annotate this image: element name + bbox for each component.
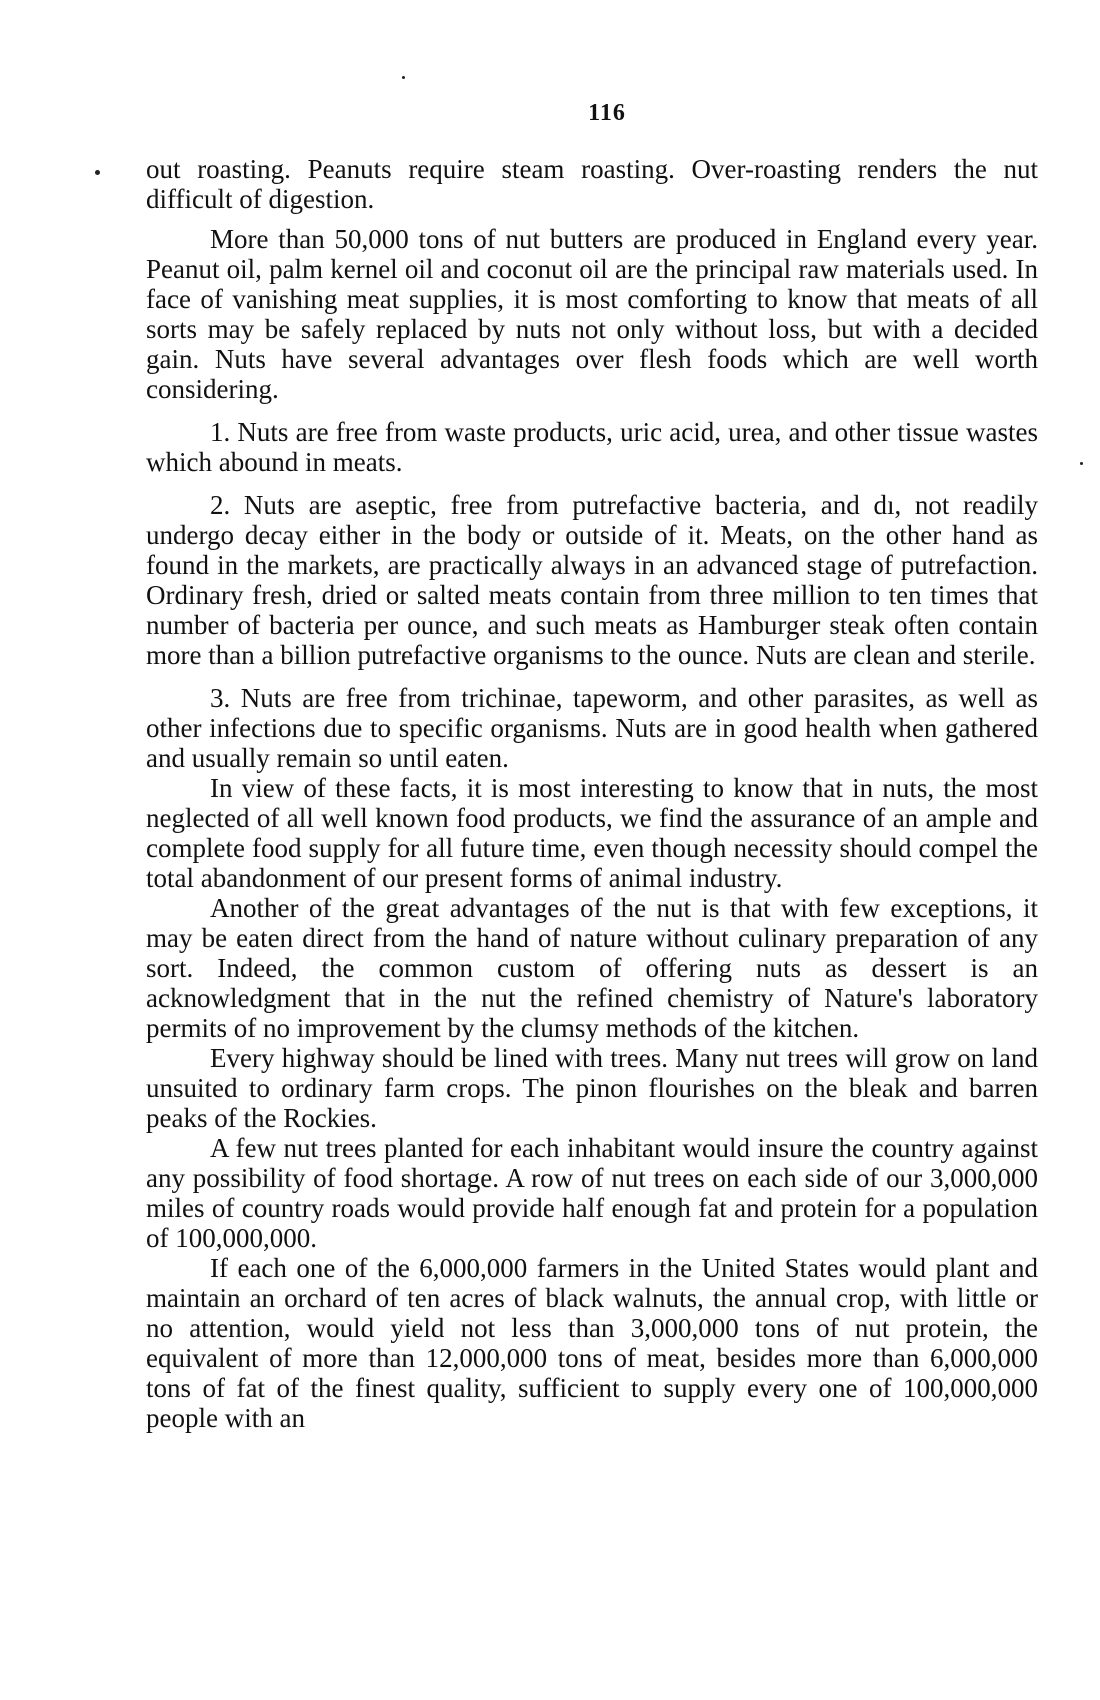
scan-speck xyxy=(95,170,100,175)
paragraph-point-3: 3. Nuts are free from trichinae, tapeworm, and other parasites, as well as other infections due to specific organisms. Nuts are in good health when gathered and usually remain so until eaten. xyxy=(146,683,1038,773)
paragraph-nut-trees: A few nut trees planted for each inhabitant would insure the country against any possibility of food shortage. A row of nut trees on each side of our 3,000,000 miles of country roads would provide half enough fat and protein for a population of 100,000,000. xyxy=(146,1133,1038,1253)
book-page xyxy=(146,98,1038,1433)
paragraph-farmers: If each one of the 6,000,000 farmers in the United States would plant and maintain an orchard of ten acres of black walnuts, the annual crop, with little or no attention, would yield not less than 3,000,000 tons of nut protein, the equivalent of more than 12,000,000 tons of meat, besides more than 6,000,000 tons of fat of the finest quality, sufficient to supply every one of 100,000,000 people with an xyxy=(146,1253,1038,1433)
scan-speck xyxy=(402,76,405,79)
paragraph-roasting: out roasting. Peanuts require steam roasting. Over-roasting renders the nut difficult of digestion. xyxy=(146,154,1038,214)
paragraph-point-2: 2. Nuts are aseptic, free from putrefactive bacteria, and dı, not readily undergo decay either in the body or outside of it. Meats, on the other hand as found in the markets, are practically always in an advanced stage of putrefaction. Ordinary fresh, dried or salted meats contain from three million to ten times that number of bacteria per ounce, and such meats as Hamburger steak often contain more than a billion putrefactive organisms to the ounce. Nuts are clean and sterile. xyxy=(146,490,1038,670)
paragraph-highway: Every highway should be lined with trees. Many nut trees will grow on land unsuited to ordinary farm crops. The pinon flourishes on the bleak and barren peaks of the Rockies. xyxy=(146,1043,1038,1133)
paragraph-point-1: 1. Nuts are free from waste products, uric acid, urea, and other tissue wastes which abound in meats. xyxy=(146,417,1038,477)
page-number: 116 xyxy=(588,100,626,126)
paragraph-nut-butters: More than 50,000 tons of nut butters are produced in England every year. Peanut oil, palm kernel oil and coconut oil are the principal raw materials used. In face of vanishing meat supplies, it is most comforting to know that meats of all sorts may be safely replaced by nuts not only without loss, but with a decided gain. Nuts have several advantages over flesh foods which are well worth considering. xyxy=(146,224,1038,404)
paragraph-advantages: Another of the great advantages of the nut is that with few exceptions, it may be eaten direct from the hand of nature without culinary preparation of any sort. Indeed, the common custom of offering nuts as dessert is an acknowledgment that in the nut the refined chemistry of Nature's laboratory permits of no improvement by the clumsy methods of the kitchen. xyxy=(146,893,1038,1043)
paragraph-view-of-facts: In view of these facts, it is most interesting to know that in nuts, the most neglected of all well known food products, we find the assurance of an ample and complete food supply for all future time, even though necessity should compel the total abandonment of our present forms of animal industry. xyxy=(146,773,1038,893)
scan-speck xyxy=(1080,462,1083,465)
